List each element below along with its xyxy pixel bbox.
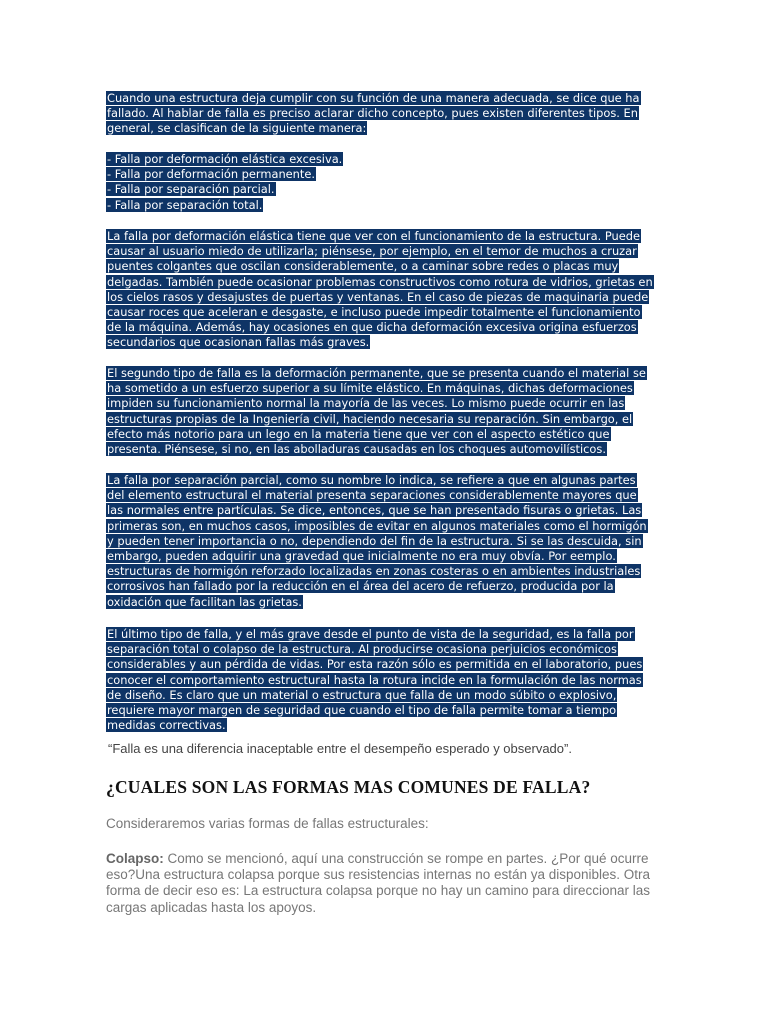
failure-types-list	[106, 152, 654, 213]
highlighted-paragraph-total	[106, 627, 654, 733]
highlighted-paragraph-partial	[106, 473, 654, 610]
selected-text: El último tipo de falla, y el más grave desde el punto de vista de la seguridad, es la falla por separación total o colapso de la estructura. Al producirse ocasiona perjuicios económicos considerables y aun pérdida de vidas. Por esta razón sólo es permitida en el laboratorio, pues conocer el comportamiento estructural hasta la rotura incide en la formulación de las normas de diseño. Es claro que un material o estructura que falla de un modo súbito o explosivo, requiere mayor margen de seguridad que cuando el tipo de falla permite tomar a tiempo medidas correctivas.	[107, 627, 643, 733]
selected-text: La falla por deformación elástica tiene que ver con el funcionamiento de la estructura. Puede causar al usuario miedo de utilizarla; piénsese, por ejemplo, en el temor de muchos a cruzar puentes colgantes que oscilan considerablemente, o a caminar sobre redes o placas muy delgadas. También puede ocasionar problemas constructivos como rotura de vidrios, grietas en los cielos rasos y desajustes de puertas y ventanas. En el caso de piezas de maquinaria puede causar roces que aceleran e desgaste, e incluso puede impedir totalmente el funcionamiento de la máquina. Además, hay ocasiones en que dicha deformación excesiva origina esfuerzos secundarios que ocasionan fallas más graves.	[107, 229, 653, 350]
highlighted-paragraph-permanent	[106, 366, 654, 457]
selected-text: La falla por separación parcial, como su nombre lo indica, se refiere a que en algunas partes del elemento estructural el material presenta separaciones considerablemente mayores que las normales entre partículas. Se dice, entonces, que se han presentado fisuras o grietas. Las primeras son, en muchos casos, imposibles de evitar en algunos materiales como el hormigón y pueden tener importancia o no, dependiendo del fin de la estructura. Si se las descuida, sin embargo, pueden adquirir una gravedad que inicialmente no era muy obvía. Por eemplo. estructuras de hormigón reforzado localizadas en zonas costeras o en ambientes industriales corrosivos han fallado por la reducción en el área del acero de refuerzo, producida por la oxidación que facilitan las grietas.	[107, 473, 647, 609]
colapso-label: Colapso:	[106, 851, 164, 866]
section-intro: Consideraremos varias formas de fallas estructurales:	[106, 816, 429, 831]
list-item: - Falla por separación parcial.	[107, 182, 275, 197]
highlighted-paragraph-intro	[106, 91, 654, 137]
selected-text: El segundo tipo de falla es la deformación permanente, que se presenta cuando el material se ha sometido a un esfuerzo superior a su límite elástico. En máquinas, dichas deformaciones impiden su funcionamiento normal la mayoría de las veces. Lo mismo puede ocurrir en las estructuras propias de la Ingeniería civil, haciendo necesaria su reparación. Sin embargo, el efecto más notorio para un lego en la materia tiene que ver con el aspecto estético que presenta. Piénsese, si no, en las abolladuras causadas en los choques automovilísticos.	[107, 366, 646, 457]
list-item: - Falla por deformación permanente.	[107, 167, 316, 182]
selected-text: Cuando una estructura deja cumplir con su función de una manera adecuada, se dice que ha fallado. Al hablar de falla es preciso aclarar dicho concepto, pues existen diferentes tipos. En general, se clasifican de la siguiente manera:	[107, 91, 640, 136]
colapso-paragraph	[106, 851, 651, 916]
list-item: - Falla por deformación elástica excesiva.	[107, 152, 343, 166]
colapso-text: Como se mencionó, aquí una construcción se rompe en partes. ¿Por qué ocurre eso?Una estructura colapsa porque sus resistencias internas no están ya disponibles. Otra forma de decir eso es: La estructura colapsa porque no hay un camino para direccionar las cargas aplicadas hasta los apoyos.	[106, 851, 651, 915]
list-item: - Falla por separación total.	[107, 197, 263, 212]
highlighted-paragraph-elastic	[106, 229, 654, 351]
section-heading: ¿CUALES SON LAS FORMAS MAS COMUNES DE FALLA?	[106, 777, 591, 797]
failure-definition-quote: “Falla es una diferencia inaceptable entre el desempeño esperado y observado”.	[108, 741, 572, 756]
